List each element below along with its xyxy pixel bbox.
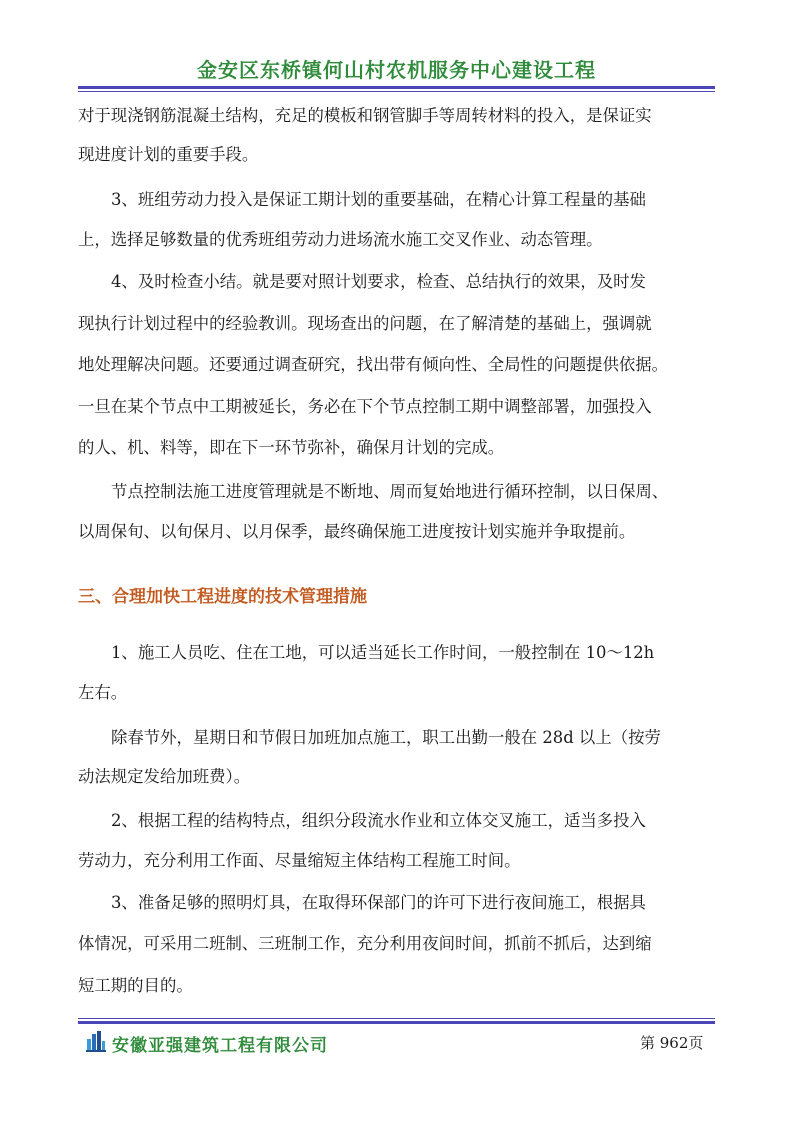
body-line: 劳动力，充分利用工作面、尽量缩短主体结构工程施工时间。 xyxy=(78,851,521,870)
body-line: 节点控制法施工进度管理就是不断地、周而复始地进行循环控制，以日保周、 xyxy=(111,482,669,501)
body-line: 动法规定发给加班费）。 xyxy=(78,767,251,786)
body-line: 3、班组劳动力投入是保证工期计划的重要基础，在精心计算工程量的基础 xyxy=(111,190,646,209)
header-rule-thin xyxy=(78,91,715,92)
body-line: 1、施工人员吃、住在工地，可以适当延长工作时间，一般控制在 10～12h xyxy=(111,643,655,662)
body-line: 地处理解决问题。还要通过调查研究，找出带有倾向性、全局性的问题提供依据。 xyxy=(78,355,669,374)
body-line: 上，选择足够数量的优秀班组劳动力进场流水施工交叉作业、动态管理。 xyxy=(78,230,603,249)
footer-rule-thin xyxy=(78,1018,715,1019)
header-rule-thick xyxy=(78,86,715,89)
body-line: 4、及时检查小结。就是要对照计划要求，检查、总结执行的效果，及时发 xyxy=(111,272,646,291)
body-line: 2、根据工程的结构特点，组织分段流水作业和立体交叉施工，适当多投入 xyxy=(111,811,646,830)
body-line: 现执行计划过程中的经验教训。现场查出的问题，在了解清楚的基础上，强调就 xyxy=(78,314,652,333)
header-title: 金安区东桥镇何山村农机服务中心建设工程 xyxy=(197,58,596,82)
body-line: 以周保旬、以旬保月、以月保季，最终确保施工进度按计划实施并争取提前。 xyxy=(78,522,636,541)
page-number: 第 962页 xyxy=(640,1034,704,1052)
body-line: 的人、机、料等，即在下一环节弥补，确保月计划的完成。 xyxy=(78,438,505,457)
body-line: 现进度计划的重要手段。 xyxy=(78,145,259,164)
body-line: 一旦在某个节点中工期被延长，务必在下个节点控制工期中调整部署，加强投入 xyxy=(78,397,652,416)
body-line: 3、准备足够的照明灯具，在取得环保部门的许可下进行夜间施工，根据具 xyxy=(111,893,646,912)
body-line: 左右。 xyxy=(78,683,128,702)
section-heading: 三、合理加快工程进度的技术管理措施 xyxy=(78,587,367,607)
footer-company-name: 安徽亚强建筑工程有限公司 xyxy=(112,1036,328,1056)
body-line: 除春节外，星期日和节假日加班加点施工，职工出勤一般在 28d 以上（按劳 xyxy=(111,728,661,747)
company-logo-icon xyxy=(86,1030,106,1052)
body-line: 短工期的目的。 xyxy=(78,976,193,995)
body-line: 体情况，可采用二班制、三班制工作，充分利用夜间时间，抓前不抓后，达到缩 xyxy=(78,934,652,953)
footer-rule-thick xyxy=(78,1021,715,1024)
body-line: 对于现浇钢筋混凝土结构，充足的模板和钢管脚手等周转材料的投入，是保证实 xyxy=(78,106,652,125)
